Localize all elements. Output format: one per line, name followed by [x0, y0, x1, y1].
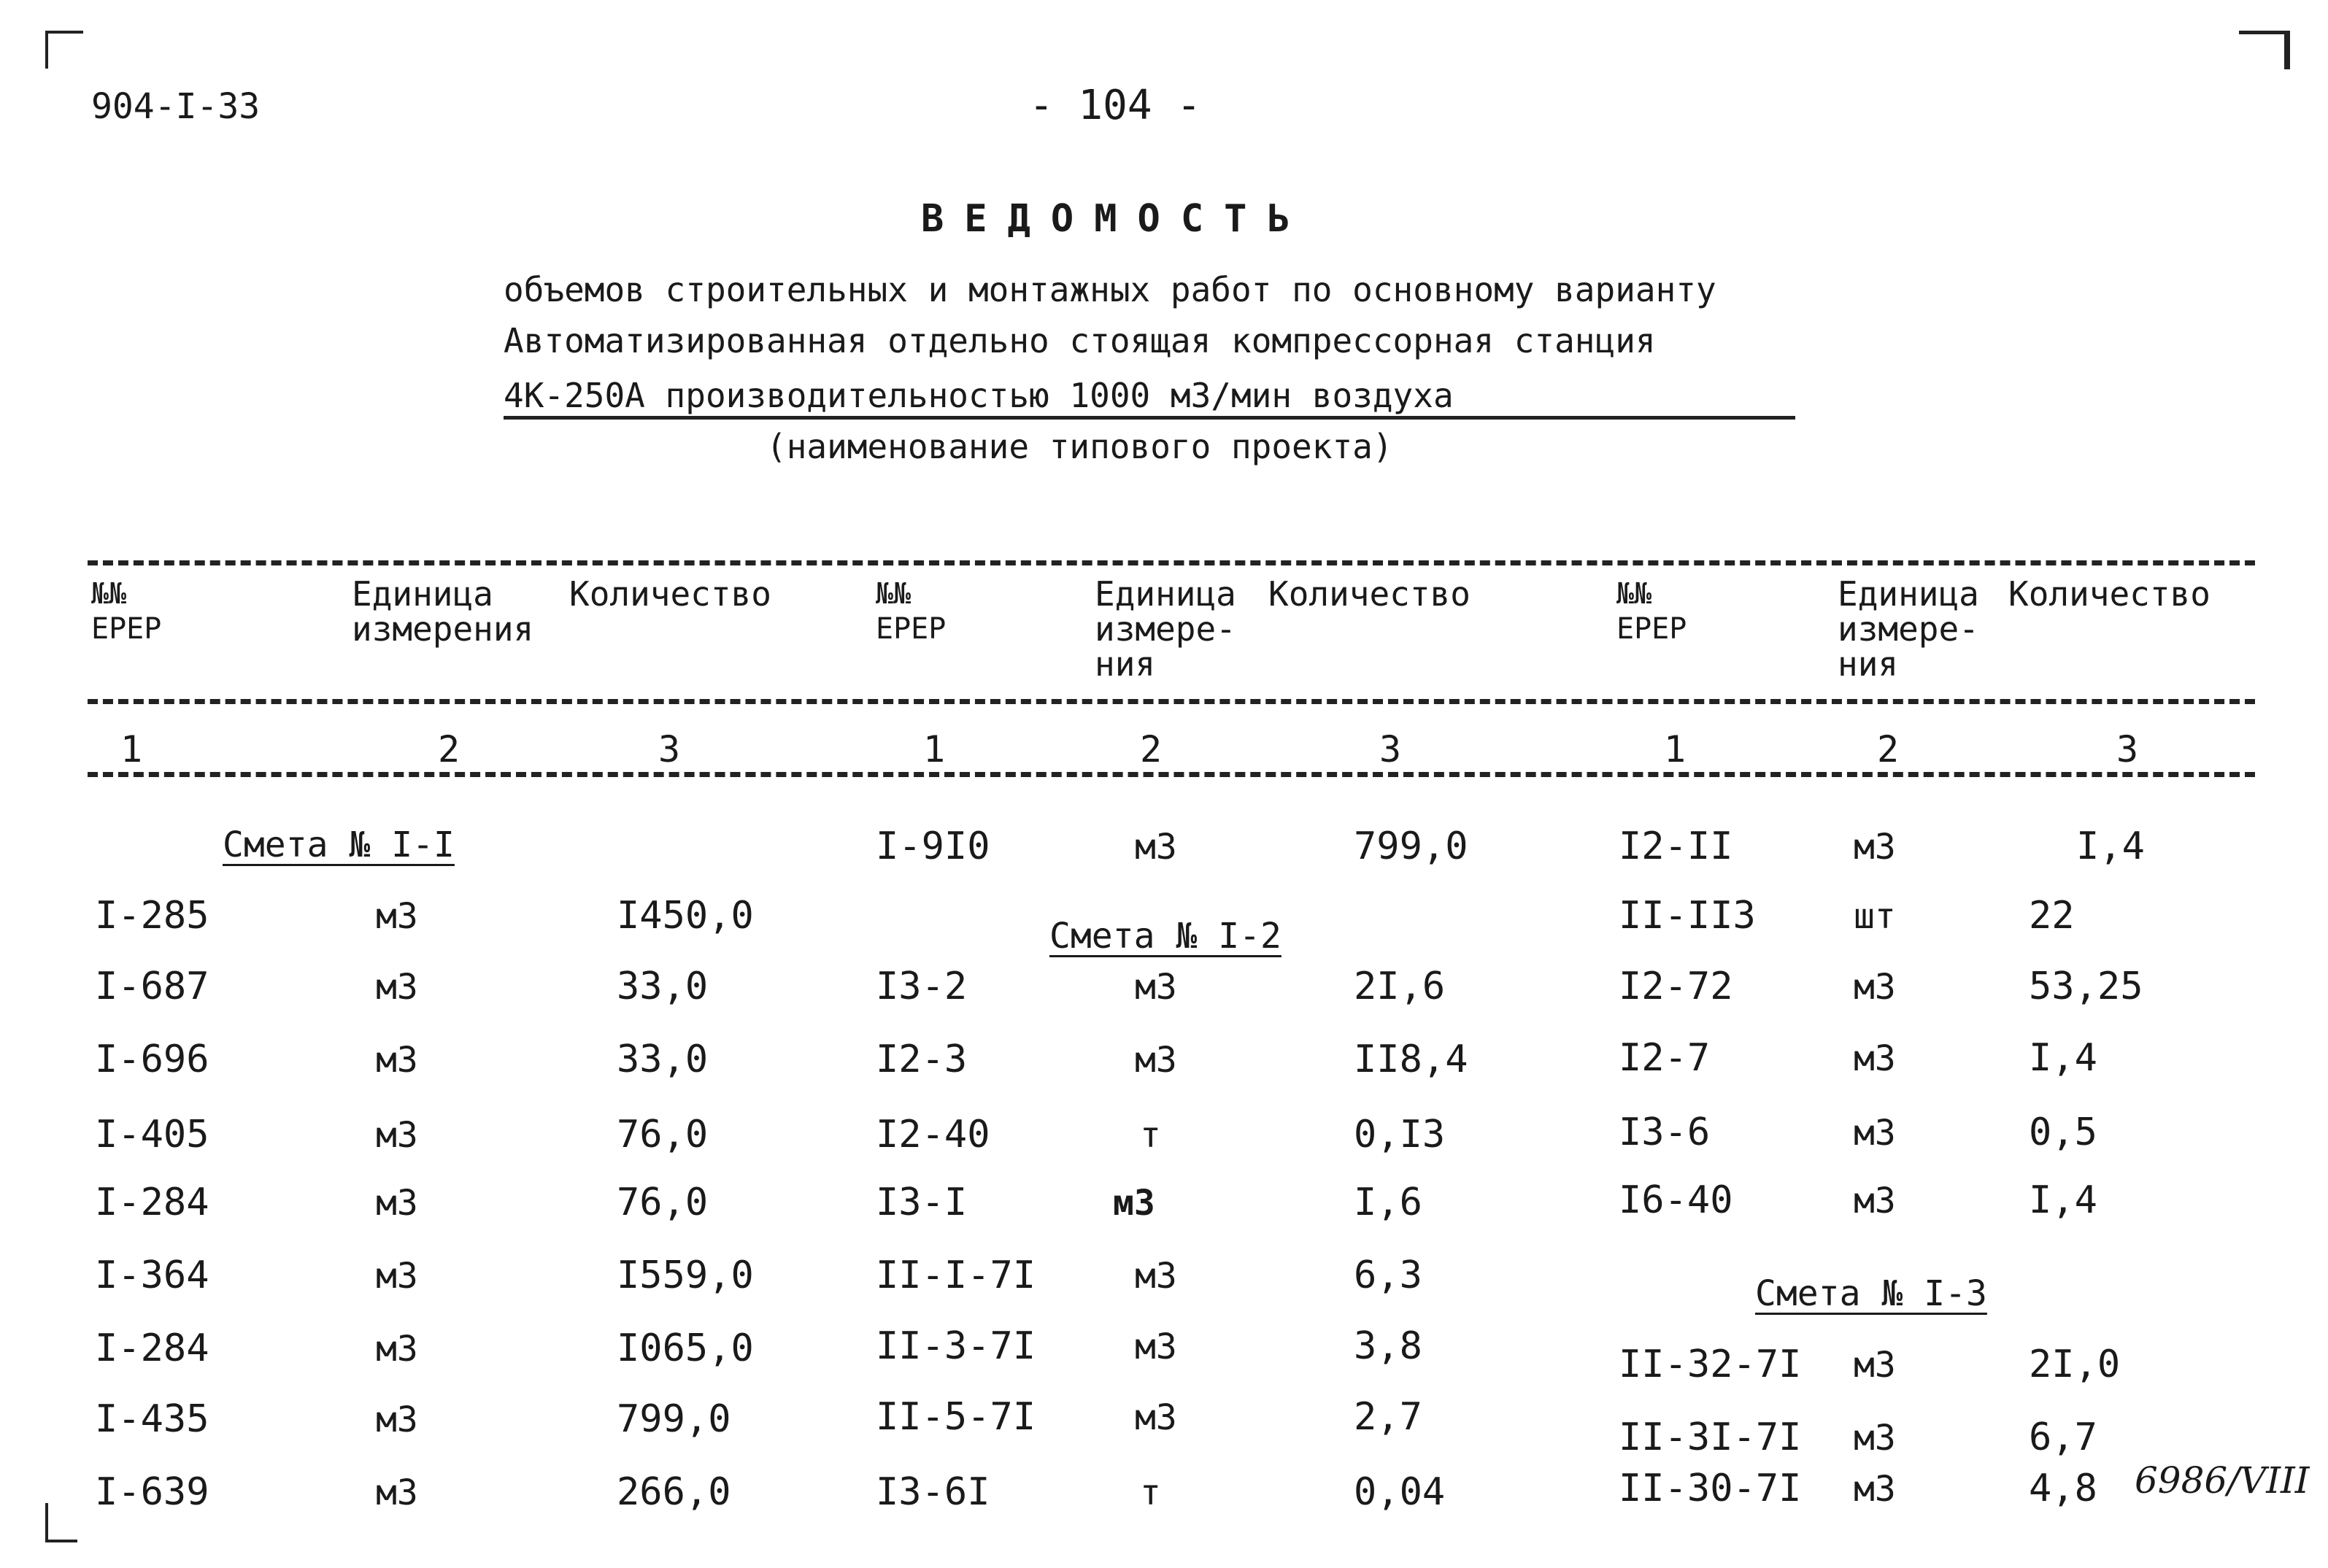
header-erep-3: №№ ЕРЕР: [1616, 577, 1687, 646]
cell-qty: I,4: [2029, 1036, 2097, 1080]
cell-qty: 799,0: [1354, 824, 1468, 868]
cell-unit: м3: [1854, 1113, 1896, 1154]
cell-unit: м3: [376, 1256, 418, 1297]
col-number: 3: [1379, 728, 1402, 771]
cell-unit: м3: [1854, 1345, 1896, 1386]
cell-erep: I-364: [95, 1254, 209, 1297]
cell-erep: I2-7: [1619, 1036, 1711, 1080]
cell-erep: I3-6I: [876, 1470, 990, 1514]
cell-unit: м3: [376, 1399, 418, 1440]
cell-erep: I6-40: [1619, 1178, 1733, 1222]
cell-unit: м3: [376, 1329, 418, 1370]
col-number: 2: [1877, 728, 1900, 771]
cell-qty: 33,0: [617, 1038, 709, 1081]
cell-unit: м3: [1113, 1183, 1155, 1224]
cell-erep: I-405: [95, 1113, 209, 1156]
cell-qty: 22: [2029, 894, 2075, 938]
cell-unit: м3: [376, 896, 418, 937]
cell-qty: I065,0: [617, 1326, 754, 1370]
cell-qty: 0,5: [2029, 1111, 2097, 1154]
table-rule-header-bottom: [88, 699, 2255, 704]
cell-unit: м3: [1135, 1256, 1177, 1297]
col-number: 2: [1140, 728, 1163, 771]
document-title: ВЕДОМОСТЬ: [921, 197, 1311, 241]
cell-erep: I-639: [95, 1470, 209, 1514]
cell-erep: II-I-7I: [876, 1254, 1036, 1297]
cell-qty: 53,25: [2029, 965, 2143, 1008]
cell-erep: II-32-7I: [1619, 1343, 1802, 1386]
table-rule-top: [88, 560, 2255, 565]
cell-unit: м3: [1135, 827, 1177, 868]
cell-qty: 33,0: [617, 965, 709, 1008]
section-heading: Смета № I-3: [1755, 1273, 1987, 1314]
cell-qty: 4,8: [2029, 1467, 2097, 1510]
cell-unit: т: [1140, 1115, 1161, 1156]
col-number: 3: [2116, 728, 2139, 771]
cell-unit: м3: [1135, 1326, 1177, 1367]
subtitle-line-1: объемов строительных и монтажных работ по основному варианту: [504, 270, 1716, 309]
col-number: 1: [923, 728, 946, 771]
project-name-underline: [504, 416, 1795, 420]
header-unit-1: Единица измерения: [352, 574, 534, 649]
corner-mark-top-left: [45, 31, 83, 69]
col-number: 1: [120, 728, 143, 771]
cell-erep: I-696: [95, 1038, 209, 1081]
table-rule-colnum-bottom: [88, 772, 2255, 777]
section-heading: Смета № I-I: [223, 824, 455, 865]
cell-erep: II-II3: [1619, 894, 1756, 938]
cell-erep: I2-3: [876, 1038, 968, 1081]
cell-unit: м3: [376, 1183, 418, 1224]
cell-erep: I2-72: [1619, 965, 1733, 1008]
cell-unit: м3: [1854, 1181, 1896, 1221]
cell-qty: 76,0: [617, 1113, 709, 1156]
cell-unit: м3: [1135, 967, 1177, 1008]
cell-unit: м3: [1854, 827, 1896, 868]
cell-qty: I,4: [2029, 1178, 2097, 1222]
cell-qty: 2I,0: [2029, 1343, 2121, 1386]
caption: (наименование типового проекта): [766, 427, 1393, 466]
cell-qty: II8,4: [1354, 1038, 1468, 1081]
cell-qty: I559,0: [617, 1254, 754, 1297]
cell-unit: м3: [1854, 1418, 1896, 1459]
cell-unit: м3: [1854, 1038, 1896, 1079]
cell-qty: I450,0: [617, 894, 754, 938]
handwritten-inventory-number: 6986/VIII: [2135, 1459, 2310, 1502]
col-number: 2: [438, 728, 460, 771]
cell-qty: 266,0: [617, 1470, 731, 1514]
cell-erep: I3-I: [876, 1181, 968, 1224]
cell-erep: I-435: [95, 1397, 209, 1441]
header-erep-1: №№ ЕРЕР: [91, 577, 162, 646]
cell-qty: 799,0: [617, 1397, 731, 1441]
cell-qty: 0,I3: [1354, 1113, 1446, 1156]
cell-erep: I2-II: [1619, 824, 1733, 868]
header-unit-2: Единица измере- ния: [1095, 574, 1236, 684]
cell-qty: 76,0: [617, 1181, 709, 1224]
subtitle-line-2: Автоматизированная отдельно стоящая компрессорная станция: [504, 321, 1656, 360]
header-unit-3: Единица измере- ния: [1838, 574, 1979, 684]
cell-erep: I-9I0: [876, 824, 990, 868]
cell-unit: шт: [1854, 896, 1896, 937]
cell-erep: I-285: [95, 894, 209, 938]
cell-unit: м3: [376, 1040, 418, 1081]
cell-unit: м3: [1135, 1397, 1177, 1438]
cell-qty: 2I,6: [1354, 965, 1446, 1008]
cell-erep: II-5-7I: [876, 1395, 1036, 1439]
cell-erep: I-284: [95, 1181, 209, 1224]
header-qty-1: Количество: [569, 574, 771, 614]
cell-qty: 6,7: [2029, 1416, 2097, 1459]
cell-unit: м3: [376, 1472, 418, 1513]
cell-erep: I2-40: [876, 1113, 990, 1156]
cell-unit: м3: [376, 967, 418, 1008]
cell-erep: I3-6: [1619, 1111, 1711, 1154]
cell-qty: 2,7: [1354, 1395, 1422, 1439]
col-number: 1: [1664, 728, 1687, 771]
corner-mark-bottom-left: [45, 1503, 77, 1542]
cell-unit: т: [1140, 1472, 1161, 1513]
cell-erep: II-3I-7I: [1619, 1416, 1802, 1459]
header-qty-2: Количество: [1268, 574, 1471, 614]
cell-erep: I-284: [95, 1326, 209, 1370]
header-erep-2: №№ ЕРЕР: [876, 577, 947, 646]
corner-mark-top-right: [2239, 31, 2290, 69]
header-qty-3: Количество: [2008, 574, 2211, 614]
cell-qty: I,6: [1354, 1181, 1422, 1224]
subtitle-line-3: 4К-250А производительностью 1000 м3/мин воздуха: [504, 376, 1454, 415]
cell-qty: 3,8: [1354, 1324, 1422, 1368]
cell-qty: 6,3: [1354, 1254, 1422, 1297]
cell-unit: м3: [1135, 1040, 1177, 1081]
cell-erep: II-30-7I: [1619, 1467, 1802, 1510]
document-code: 904-I-33: [91, 86, 261, 127]
cell-erep: I3-2: [876, 965, 968, 1008]
cell-unit: м3: [1854, 967, 1896, 1008]
cell-unit: м3: [376, 1115, 418, 1156]
cell-qty: I,4: [2076, 824, 2145, 868]
section-heading: Смета № I-2: [1049, 916, 1281, 957]
cell-erep: I-687: [95, 965, 209, 1008]
cell-qty: 0,04: [1354, 1470, 1446, 1514]
cell-unit: м3: [1854, 1469, 1896, 1510]
cell-erep: II-3-7I: [876, 1324, 1036, 1368]
page-number: - 104 -: [1029, 82, 1202, 129]
col-number: 3: [658, 728, 681, 771]
